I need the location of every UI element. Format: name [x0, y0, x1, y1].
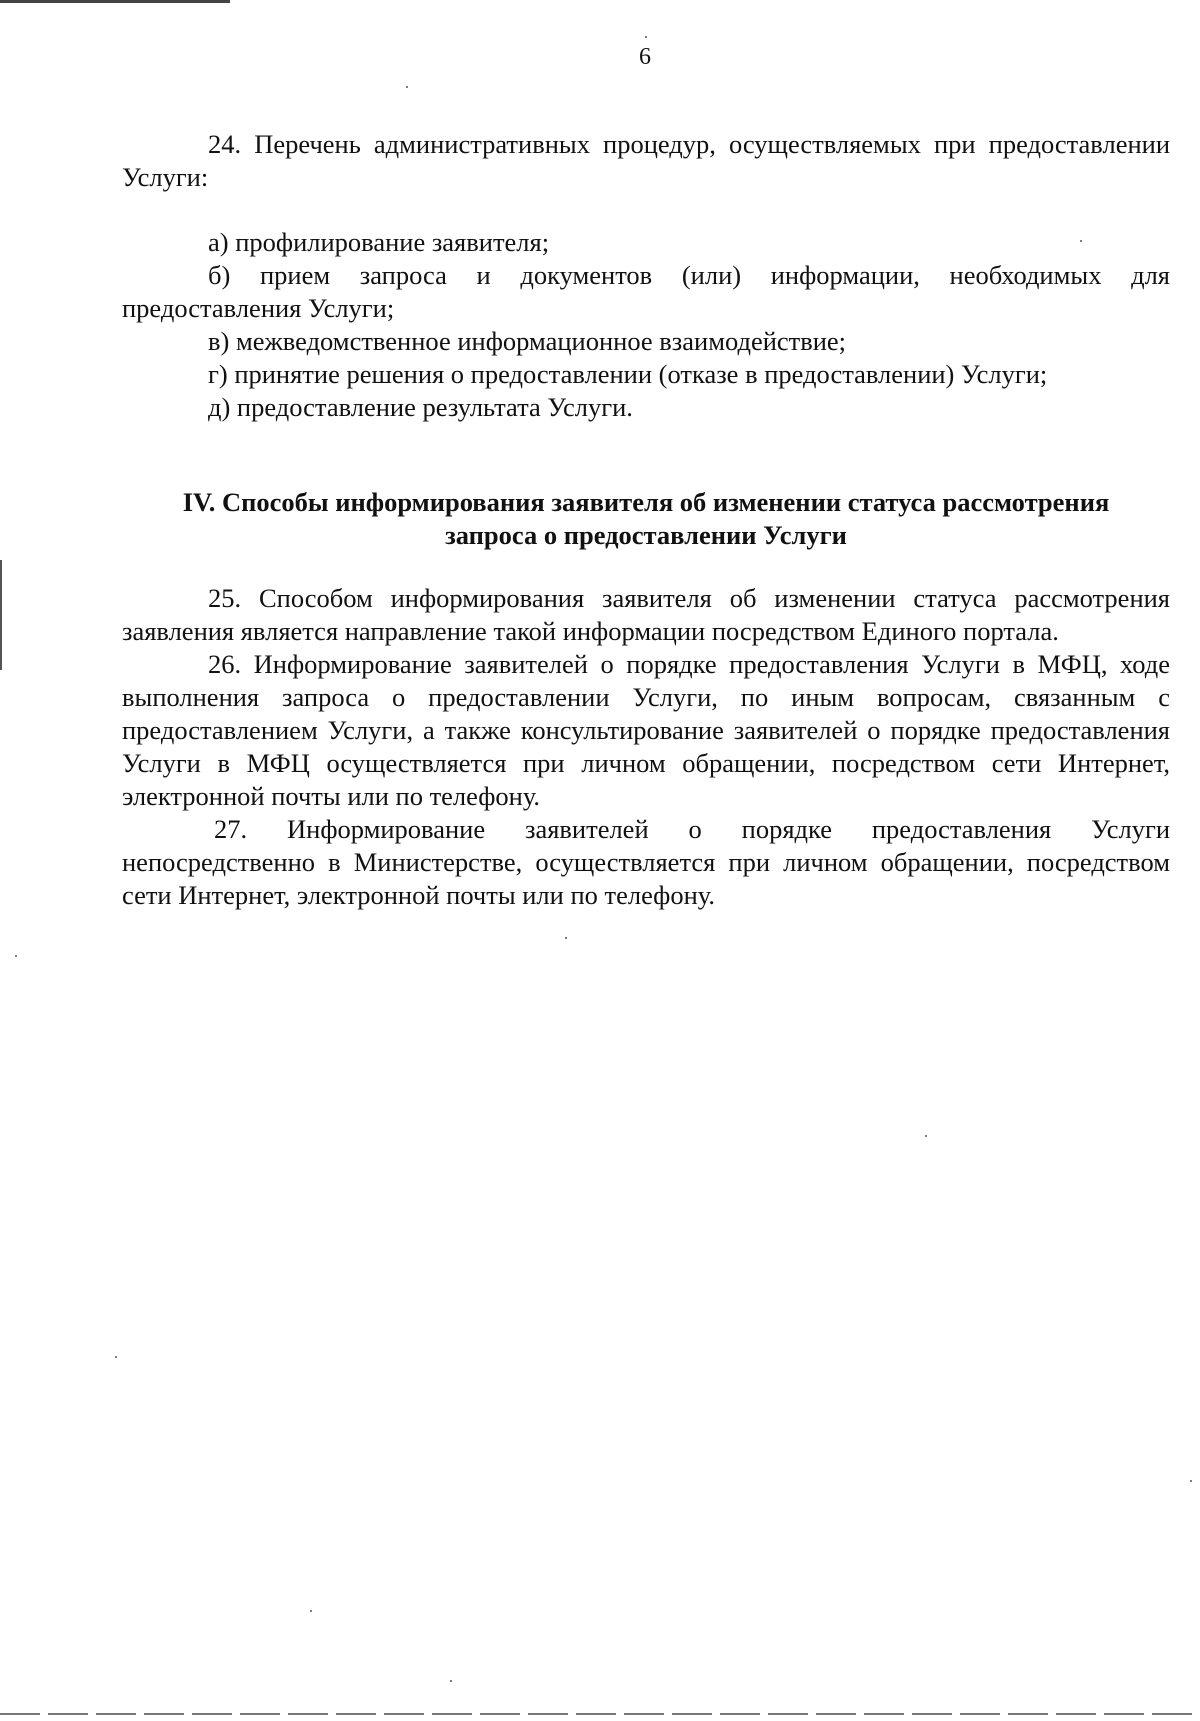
- document-body: [122, 128, 1170, 912]
- scan-edge-bottom: [0, 1713, 1200, 1715]
- list-item: д) предоставление результата Услуги.: [208, 392, 633, 422]
- scan-speck: [450, 1680, 452, 1682]
- procedure-list: [122, 226, 1170, 424]
- scan-speck: [310, 1610, 312, 1612]
- scan-speck: [565, 937, 567, 939]
- scan-speck: [1080, 240, 1082, 242]
- scan-speck: [406, 86, 408, 88]
- section-heading-line2: запроса о предоставлении Услуги: [445, 520, 847, 550]
- scan-speck: [925, 1135, 927, 1137]
- list-item: б) прием запроса и документов (или) информации, необходимых для предоставления Услуги;: [122, 260, 1170, 323]
- scan-speck: [1190, 1480, 1192, 1482]
- list-item: в) межведомственное информационное взаимодействие;: [208, 326, 847, 356]
- scan-edge-left: [0, 560, 2, 670]
- list-item: а) профилирование заявителя;: [208, 227, 550, 257]
- scan-speck: [115, 1356, 117, 1358]
- paragraph-26: 26. Информирование заявителей о порядке предоставления Услуги в МФЦ, ходе выполнения запроса о предоставлении Услуги, по иным вопросам, связанным с предоставлением Услуги, а также консультирование заявителей о порядке предоставления Услуги в МФЦ осуществляется при личном обращении, посредством сети Интернет, электронной почты или по телефону.: [122, 649, 1170, 811]
- paragraph-27: 27. Информирование заявителей о порядке предоставления Услуги непосредственно в Министерстве, осуществляется при личном обращении, посредством сети Интернет, электронной почты или по телефону.: [122, 814, 1170, 910]
- page-number: 6: [639, 44, 651, 70]
- scan-speck: [645, 36, 647, 38]
- paragraph-24: 24. Перечень административных процедур, осуществляемых при предоставлении Услуги:: [122, 129, 1170, 192]
- section-heading: [122, 486, 1170, 552]
- scan-edge-top: [0, 0, 230, 3]
- section-heading-line1: IV. Способы информирования заявителя об изменении статуса рассмотрения: [182, 487, 1110, 517]
- paragraph-25: 25. Способом информирования заявителя об изменении статуса рассмотрения заявления является направление такой информации посредством Единого портала.: [122, 583, 1170, 646]
- list-item: г) принятие решения о предоставлении (отказе в предоставлении) Услуги;: [208, 359, 1048, 389]
- scan-speck: [15, 955, 17, 957]
